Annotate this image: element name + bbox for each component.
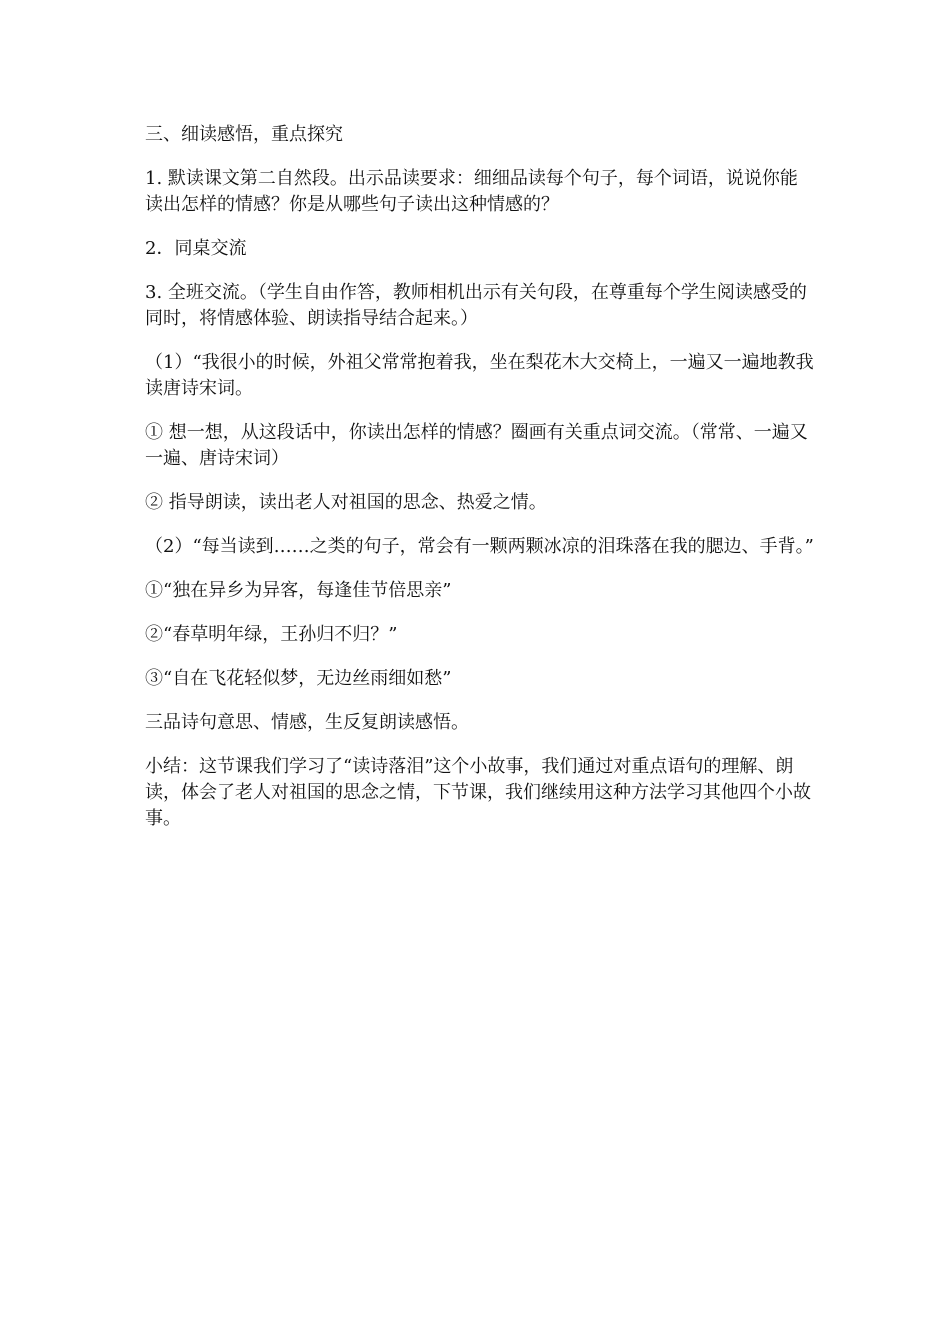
section-heading: 三、细读感悟，重点探究 bbox=[145, 124, 343, 145]
paragraph-step-2: 2．同桌交流 bbox=[145, 238, 247, 259]
paragraph-reading: 三品诗句意思、情感，生反复朗读感悟。 bbox=[145, 712, 469, 733]
paragraph-step-1: 1. 默读课文第二自然段。出示品读要求：细细品读每个句子，每个词语，说说你能读出怎样的情感？你是从哪些句子读出这种情感的？ bbox=[145, 168, 798, 215]
document-body bbox=[145, 122, 815, 850]
paragraph-quote-1: （1）“我很小的时候，外祖父常常抱着我，坐在梨花木大交椅上，一遍又一遍地教我读唐诗宋词。 bbox=[145, 352, 814, 399]
poem-line-3: ③“自在飞花轻似梦，无边丝雨细如愁” bbox=[145, 668, 452, 689]
poem-line-1: ①“独在异乡为异客，每逢佳节倍思亲” bbox=[145, 580, 452, 601]
poem-line-2: ②“春草明年绿，王孙归不归？” bbox=[145, 624, 398, 645]
paragraph-step-3: 3. 全班交流。（学生自由作答，教师相机出示有关句段，在尊重每个学生阅读感受的同时，将情感体验、朗读指导结合起来。） bbox=[145, 282, 807, 329]
paragraph-item-1: ① 想一想，从这段话中，你读出怎样的情感？圈画有关重点词交流。（常常、一遍又一遍、唐诗宋词） bbox=[145, 422, 808, 469]
paragraph-summary: 小结：这节课我们学习了“读诗落泪”这个小故事，我们通过对重点语句的理解、朗读，体会了老人对祖国的思念之情，下节课，我们继续用这种方法学习其他四个小故事。 bbox=[145, 756, 811, 829]
paragraph-item-2: ② 指导朗读，读出老人对祖国的思念、热爱之情。 bbox=[145, 492, 547, 513]
paragraph-quote-2: （2）“每当读到……之类的句子，常会有一颗两颗冰凉的泪珠落在我的腮边、手背。” bbox=[145, 536, 814, 557]
